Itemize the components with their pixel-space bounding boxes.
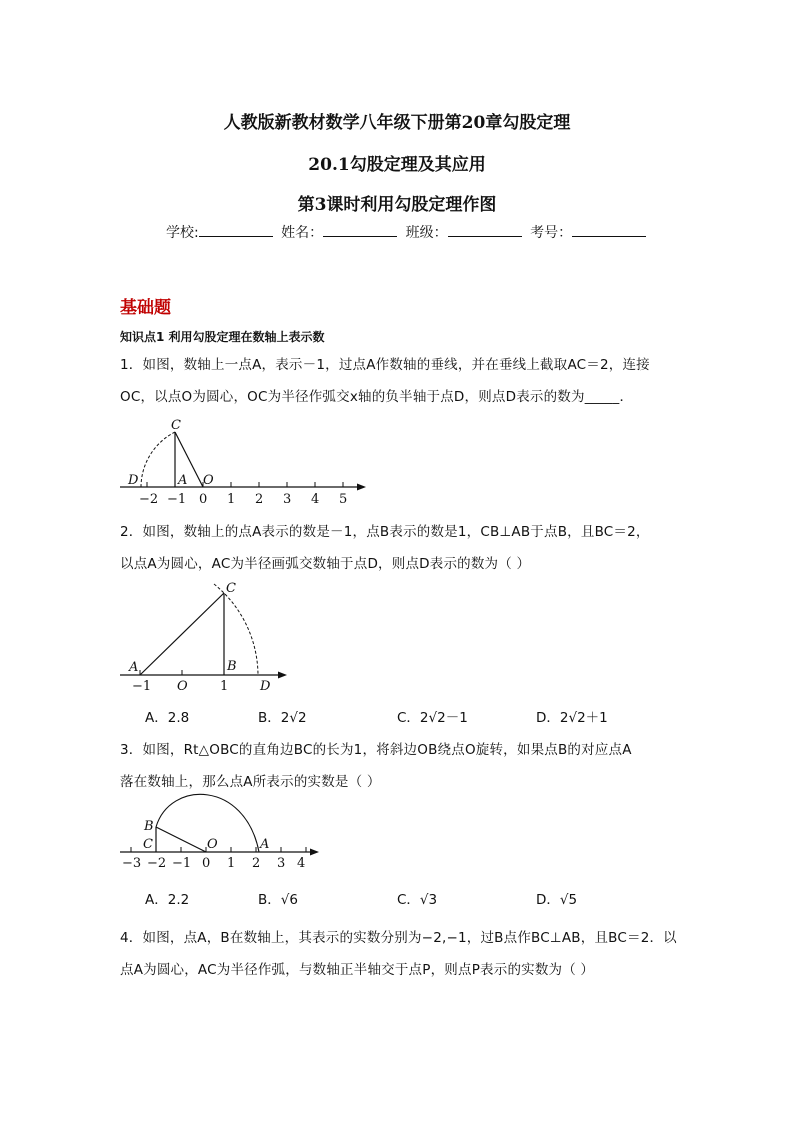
q1-tick-label: −2: [139, 492, 159, 507]
q1-label-c: C: [171, 418, 181, 433]
q3-option-b[interactable]: B．√6: [258, 892, 298, 908]
q3-line1: 3．如图，Rt△OBC的直角边BC的长为1，将斜边OB绕点O旋转，如果点B的对应点A: [120, 742, 632, 758]
q3-label-o: O: [207, 837, 218, 852]
q3-line2: 落在数轴上，那么点A所表示的实数是（ ）: [120, 774, 381, 790]
name-label: 姓名：: [281, 225, 324, 241]
q2-tick-label: O: [177, 679, 188, 694]
q1-label-o: O: [203, 473, 214, 488]
q2-label-c: C: [226, 581, 236, 596]
q2-option-a[interactable]: A．2.8: [145, 710, 190, 726]
q1-line2: OC，以点O为圆心，OC为半径作弧交x轴的负半轴于点D，则点D表示的数为_____．: [120, 389, 634, 405]
q2-option-c[interactable]: C．2√2－1: [397, 710, 468, 726]
class-label: 班级：: [405, 225, 448, 241]
q1-tick-label: −1: [167, 492, 187, 507]
q3-label-c: C: [143, 837, 153, 852]
q2-option-d[interactable]: D．2√2＋1: [536, 710, 608, 726]
q2-line2: 以点A为圆心，AC为半径画弧交数轴于点D，则点D表示的数为（ ）: [120, 556, 531, 572]
knowledge-point: 知识点1 利用勾股定理在数轴上表示数: [120, 330, 325, 344]
q3-tick-label: 0: [202, 856, 211, 871]
q1-label-a: A: [178, 473, 188, 488]
q3-option-d[interactable]: D．√5: [536, 892, 578, 908]
section-heading: 基础题: [120, 298, 171, 318]
q1-tick-label: 1: [227, 492, 236, 507]
q2-line1: 2．如图，数轴上的点A表示的数是－1，点B表示的数是1，CB⊥AB于点B，且BC＝2，: [120, 524, 650, 540]
doc-title: 人教版新教材数学八年级下册第20章勾股定理: [223, 113, 571, 133]
q2-tick-label: −1: [132, 679, 152, 694]
school-label: 学校:: [166, 225, 199, 241]
q3-tick-label: 2: [252, 856, 261, 871]
q3-tick-label: −3: [122, 856, 142, 871]
q3-label-a: A: [260, 837, 270, 852]
section-title: 20.1勾股定理及其应用: [308, 155, 486, 175]
q3-label-b: B: [144, 819, 154, 834]
q1-label-d: D: [128, 473, 139, 488]
q1-tick-label: 5: [339, 492, 348, 507]
q1-line1: 1．如图，数轴上一点A，表示－1，过点A作数轴的垂线，并在垂线上截取AC＝2，连接: [120, 357, 650, 373]
q3-tick-label: 4: [297, 856, 306, 871]
q1-tick-label: 2: [255, 492, 264, 507]
q2-label-d: D: [260, 679, 271, 694]
q2-label-a: A: [129, 660, 139, 675]
q3-option-c[interactable]: C．√3: [397, 892, 438, 908]
q2-option-b[interactable]: B．2√2: [258, 710, 307, 726]
q3-tick-label: −1: [172, 856, 192, 871]
q2-tick-label: 1: [220, 679, 229, 694]
q2-label-b: B: [227, 659, 237, 674]
q3-option-a[interactable]: A．2.2: [145, 892, 190, 908]
q3-tick-label: 1: [227, 856, 236, 871]
id-label: 考号：: [530, 225, 573, 241]
q4-line1: 4．如图，点A，B在数轴上，其表示的实数分别为−2,−1，过B点作BC⊥AB，且BC＝2．以: [120, 930, 677, 946]
q1-tick-label: 4: [311, 492, 320, 507]
q3-tick-label: −2: [147, 856, 167, 871]
q1-tick-label: 0: [199, 492, 208, 507]
q4-line2: 点A为圆心，AC为半径作弧，与数轴正半轴交于点P，则点P表示的实数为（ ）: [120, 962, 595, 978]
q3-tick-label: 3: [277, 856, 286, 871]
q1-tick-label: 3: [283, 492, 292, 507]
lesson-title: 第3课时利用勾股定理作图: [297, 195, 497, 215]
